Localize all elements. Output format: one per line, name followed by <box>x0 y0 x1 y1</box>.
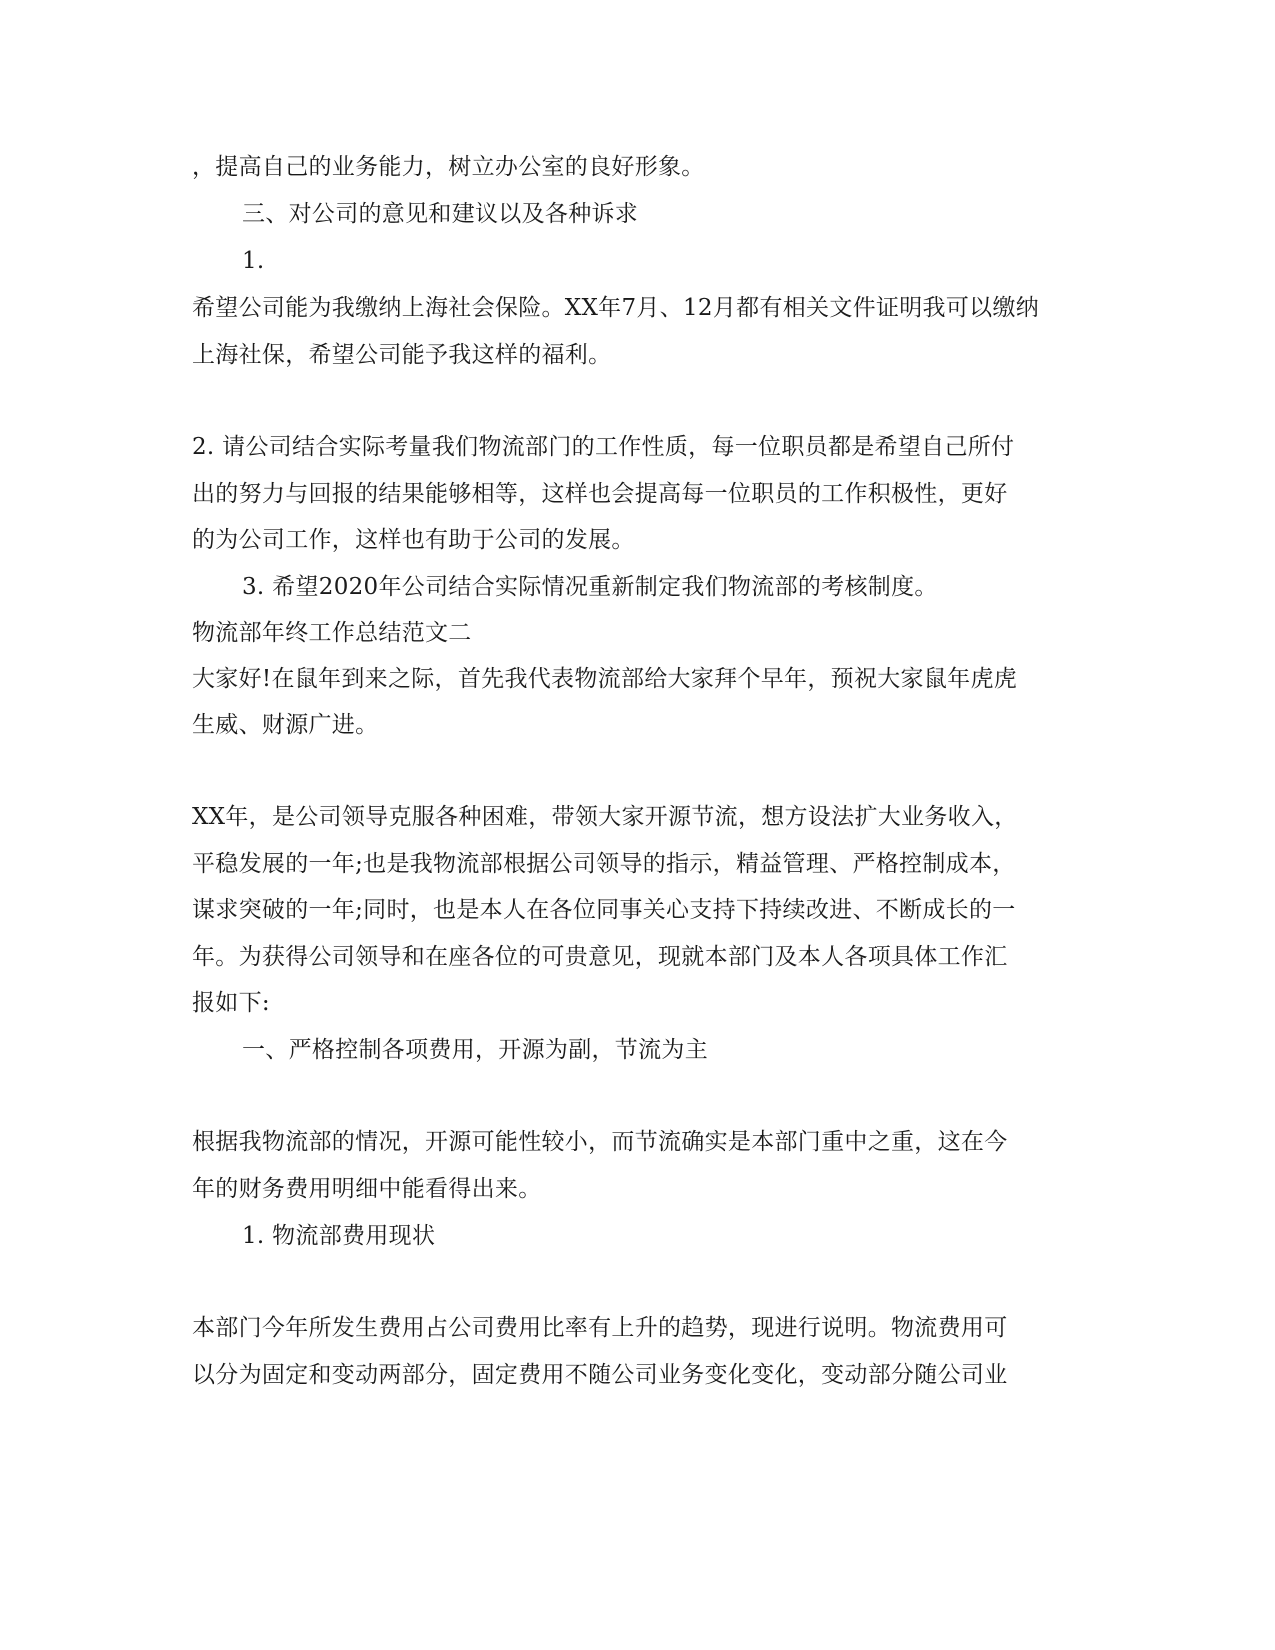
text-line: 年。为获得公司领导和在座各位的可贵意见，现就本部门及本人各项具体工作汇 <box>192 944 1008 970</box>
text-line: 报如下: <box>192 990 270 1016</box>
document-subtitle: 物流部年终工作总结范文二 <box>192 620 472 646</box>
text-line: 生威、财源广进。 <box>192 712 379 738</box>
text-line: 本部门今年所发生费用占公司费用比率有上升的趋势，现进行说明。物流费用可 <box>192 1315 1008 1341</box>
list-number: 1. <box>242 248 265 274</box>
subsection-heading: 1. 物流部费用现状 <box>242 1223 436 1249</box>
section-heading: 三、对公司的意见和建议以及各种诉求 <box>242 201 639 227</box>
text-line: 以分为固定和变动两部分，固定费用不随公司业务变化变化，变动部分随公司业 <box>192 1362 1008 1388</box>
text-line: 平稳发展的一年;也是我物流部根据公司领导的指示，精益管理、严格控制成本， <box>192 851 1016 877</box>
text-line: 谋求突破的一年;同时，也是本人在各位同事关心支持下持续改进、不断成长的一 <box>192 897 1016 923</box>
text-line: 的为公司工作，这样也有助于公司的发展。 <box>192 527 635 553</box>
text-line: 大家好!在鼠年到来之际，首先我代表物流部给大家拜个早年，预祝大家鼠年虎虎 <box>192 666 1018 692</box>
text-line: 出的努力与回报的结果能够相等，这样也会提高每一位职员的工作积极性，更好 <box>192 481 1008 507</box>
section-heading: 一、严格控制各项费用，开源为副，节流为主 <box>242 1037 708 1063</box>
text-line: 根据我物流部的情况，开源可能性较小，而节流确实是本部门重中之重，这在今 <box>192 1129 1008 1155</box>
text-line: ，提高自己的业务能力，树立办公室的良好形象。 <box>192 154 705 180</box>
text-line: 希望公司能为我缴纳上海社会保险。XX年7月、12月都有相关文件证明我可以缴纳 <box>192 295 1040 321</box>
text-line: XX年，是公司领导克服各种困难，带领大家开源节流，想方设法扩大业务收入， <box>192 804 1018 830</box>
text-line: 2. 请公司结合实际考量我们物流部门的工作性质，每一位职员都是希望自己所付 <box>192 434 1015 460</box>
text-line: 年的财务费用明细中能看得出来。 <box>192 1176 542 1202</box>
text-line: 上海社保，希望公司能予我这样的福利。 <box>192 342 612 368</box>
list-item: 3. 希望2020年公司结合实际情况重新制定我们物流部的考核制度。 <box>242 574 938 600</box>
